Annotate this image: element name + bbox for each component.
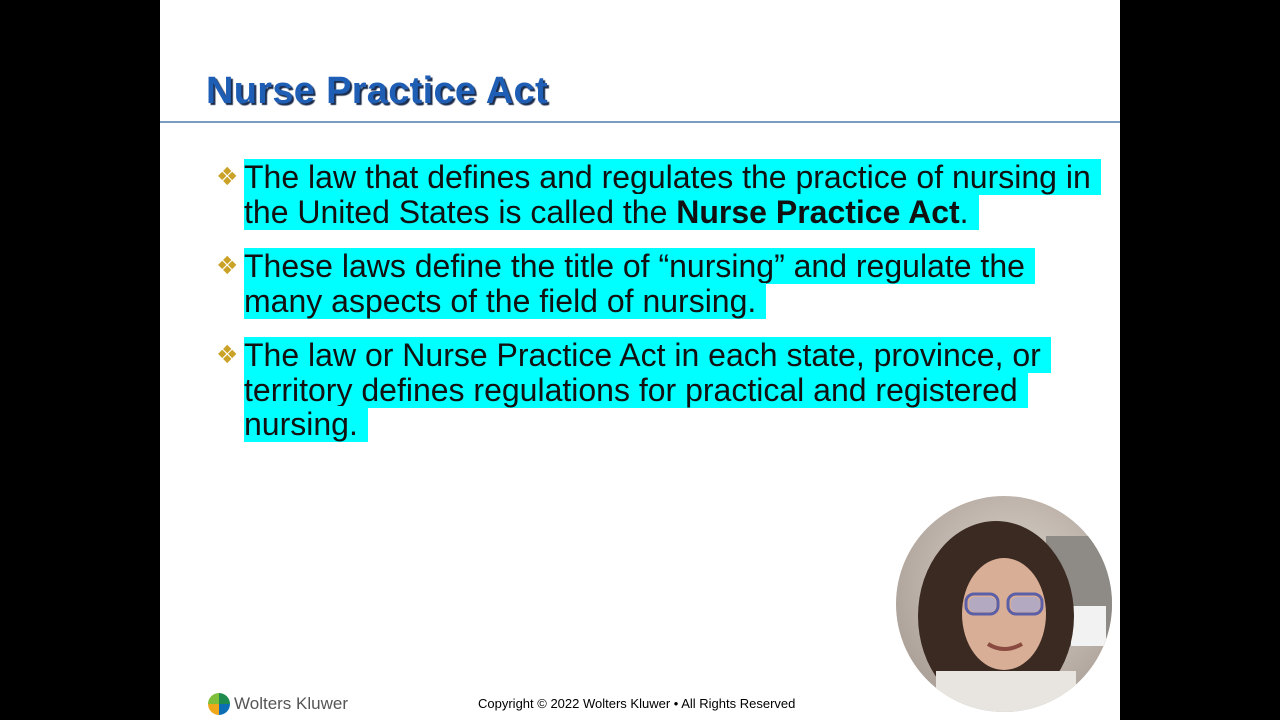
bullet-bold-term: Nurse Practice Act (676, 193, 960, 230)
diamond-bullet-icon: ❖ (216, 340, 239, 369)
diamond-bullet-icon: ❖ (216, 251, 239, 280)
copyright-text: Copyright © 2022 Wolters Kluwer • All Rights Reserved (478, 696, 796, 711)
wolters-kluwer-logo (208, 693, 348, 715)
logo-text: Wolters Kluwer (234, 694, 348, 713)
diamond-bullet-icon: ❖ (216, 162, 239, 191)
bullet-item-1 (216, 160, 1106, 229)
bullet-item-2 (216, 249, 1106, 318)
bullet-text-1-end: . (959, 193, 969, 230)
bullet-item-3 (216, 338, 1106, 442)
bullet-text (244, 338, 1106, 442)
presenter-webcam (896, 496, 1112, 712)
bullet-text-1: The law that defines and regulates the practice of nursing in the United States is called the (244, 159, 1091, 230)
bullet-text-2: These laws define the title of “nursing” and regulate the many aspects of the field of nursing. (244, 248, 1025, 319)
presenter-image (896, 496, 1112, 712)
wolters-kluwer-logo-icon (208, 693, 230, 715)
bullet-list (216, 160, 1106, 462)
bullet-text-3: The law or Nurse Practice Act in each state, province, or territory defines regulations for practical and registered nursing. (244, 337, 1041, 442)
bullet-text (244, 249, 1106, 318)
title-divider (160, 121, 1120, 123)
bullet-text (244, 160, 1106, 229)
slide-title: Nurse Practice Act (206, 70, 548, 112)
slide (160, 0, 1120, 720)
